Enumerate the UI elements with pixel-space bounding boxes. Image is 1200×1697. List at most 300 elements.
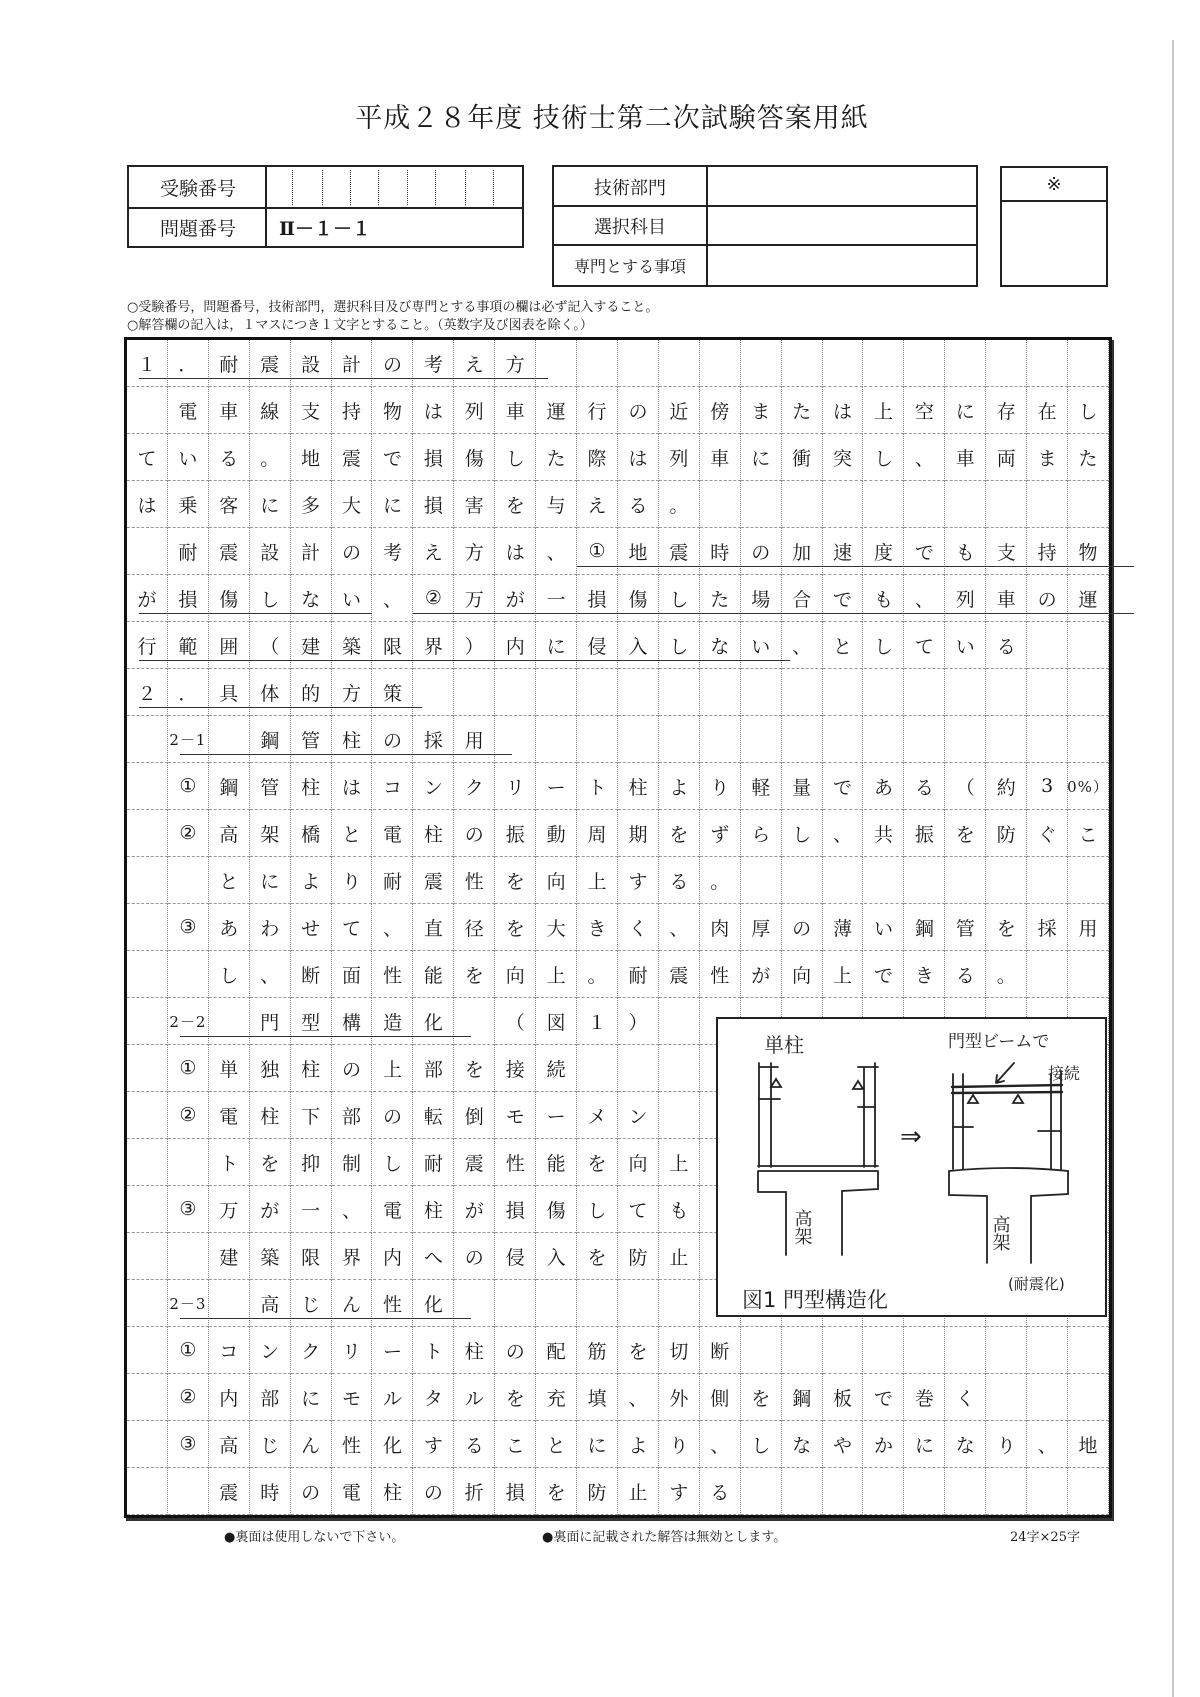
grid-cell[interactable]: 限 [291,1233,332,1280]
grid-cell[interactable]: 上 [536,951,577,998]
grid-cell[interactable]: ク [291,1327,332,1374]
grid-cell[interactable] [1068,1374,1109,1421]
grid-cell[interactable] [127,1280,168,1327]
grid-cell[interactable]: 両 [986,434,1027,481]
grid-cell[interactable] [741,669,782,716]
grid-cell[interactable]: 板 [823,1374,864,1421]
grid-cell[interactable]: 部 [413,1045,454,1092]
grid-cell[interactable]: ん [291,1421,332,1468]
grid-cell[interactable]: え [413,528,454,575]
grid-cell[interactable]: ① [168,1045,209,1092]
grid-cell[interactable]: 万 [209,1186,250,1233]
grid-cell[interactable]: 化 [413,1280,454,1327]
grid-cell[interactable]: 採 [413,716,454,763]
grid-cell[interactable]: よ [618,1421,659,1468]
grid-cell[interactable] [659,716,700,763]
grid-cell[interactable]: 動 [536,810,577,857]
grid-cell[interactable]: に [536,622,577,669]
grid-cell[interactable]: 震 [209,1468,250,1515]
grid-cell[interactable]: 2－1 [168,716,209,763]
grid-cell[interactable] [700,669,741,716]
grid-cell[interactable]: ② [413,575,454,622]
grid-cell[interactable]: せ [291,904,332,951]
grid-cell[interactable]: の [495,1327,536,1374]
grid-cell[interactable]: が [454,1186,495,1233]
grid-cell[interactable]: 入 [618,622,659,669]
grid-cell[interactable] [945,481,986,528]
grid-cell[interactable]: を [250,1139,291,1186]
grid-cell[interactable]: 的 [291,669,332,716]
grid-cell[interactable]: し [495,434,536,481]
grid-cell[interactable]: 震 [659,951,700,998]
grid-cell[interactable]: 振 [904,810,945,857]
grid-cell[interactable]: ぐ [1027,810,1068,857]
grid-cell[interactable] [659,1092,700,1139]
grid-cell[interactable] [1068,669,1109,716]
grid-cell[interactable] [864,1468,905,1515]
grid-cell[interactable]: 向 [782,951,823,998]
grid-cell[interactable] [618,340,659,387]
grid-cell[interactable]: え [577,481,618,528]
grid-cell[interactable]: 時 [700,528,741,575]
grid-cell[interactable]: 3 [1027,763,1068,810]
grid-cell[interactable]: 性 [454,857,495,904]
grid-cell[interactable] [127,528,168,575]
grid-cell[interactable]: え [454,340,495,387]
grid-cell[interactable]: 薄 [823,904,864,951]
grid-cell[interactable]: 車 [209,387,250,434]
grid-cell[interactable]: 側 [700,1374,741,1421]
grid-cell[interactable]: ２ [127,669,168,716]
grid-cell[interactable]: 切 [659,1327,700,1374]
grid-cell[interactable]: 填 [577,1374,618,1421]
grid-cell[interactable]: る [986,622,1027,669]
grid-cell[interactable]: で [823,763,864,810]
grid-cell[interactable]: 客 [209,481,250,528]
grid-cell[interactable]: ル [373,1374,414,1421]
grid-cell[interactable]: な [700,622,741,669]
grid-cell[interactable]: た [782,387,823,434]
grid-cell[interactable]: を [577,1139,618,1186]
grid-cell[interactable]: １ [577,998,618,1045]
grid-cell[interactable]: よ [291,857,332,904]
grid-cell[interactable]: 。 [659,481,700,528]
grid-cell[interactable]: 図 [536,998,577,1045]
grid-cell[interactable]: 。 [700,857,741,904]
grid-cell[interactable]: 柱 [413,810,454,857]
grid-cell[interactable]: 共 [864,810,905,857]
grid-cell[interactable]: ー [536,763,577,810]
grid-cell[interactable]: 性 [373,951,414,998]
grid-cell[interactable]: し [1068,387,1109,434]
grid-cell[interactable]: に [741,434,782,481]
grid-cell[interactable] [1068,481,1109,528]
grid-cell[interactable]: 運 [536,387,577,434]
grid-cell[interactable]: 在 [1027,387,1068,434]
grid-cell[interactable]: 、 [373,904,414,951]
grid-cell[interactable] [864,340,905,387]
grid-cell[interactable]: 電 [168,387,209,434]
grid-cell[interactable]: し [864,622,905,669]
grid-cell[interactable]: 、 [373,575,414,622]
grid-cell[interactable] [127,1374,168,1421]
grid-cell[interactable] [536,669,577,716]
grid-cell[interactable]: 柱 [618,763,659,810]
grid-cell[interactable]: に [250,481,291,528]
grid-cell[interactable] [904,1468,945,1515]
grid-cell[interactable]: 、 [618,1374,659,1421]
grid-cell[interactable] [168,1139,209,1186]
grid-cell[interactable]: 防 [986,810,1027,857]
grid-cell[interactable]: 、 [700,1421,741,1468]
grid-cell[interactable] [700,716,741,763]
grid-cell[interactable]: 採 [1027,904,1068,951]
grid-cell[interactable] [945,669,986,716]
grid-cell[interactable]: 周 [577,810,618,857]
grid-cell[interactable]: と [209,857,250,904]
grid-cell[interactable] [618,669,659,716]
grid-cell[interactable] [823,1468,864,1515]
grid-cell[interactable]: へ [413,1233,454,1280]
grid-cell[interactable]: 外 [659,1374,700,1421]
grid-cell[interactable] [823,340,864,387]
grid-cell[interactable]: を [577,1233,618,1280]
grid-cell[interactable]: 一 [291,1186,332,1233]
grid-cell[interactable]: 性 [332,1421,373,1468]
grid-cell[interactable]: 震 [659,528,700,575]
grid-cell[interactable]: 範 [168,622,209,669]
grid-cell[interactable]: 囲 [209,622,250,669]
grid-cell[interactable]: な [782,1421,823,1468]
grid-cell[interactable]: の [291,1468,332,1515]
grid-cell[interactable]: 内 [373,1233,414,1280]
grid-cell[interactable] [454,1280,495,1327]
grid-cell[interactable] [986,340,1027,387]
grid-cell[interactable]: を [495,857,536,904]
grid-cell[interactable]: 電 [332,1468,373,1515]
grid-cell[interactable]: に [291,1374,332,1421]
grid-cell[interactable]: 性 [700,951,741,998]
grid-cell[interactable]: の [454,810,495,857]
grid-cell[interactable]: ず [700,810,741,857]
grid-cell[interactable]: わ [250,904,291,951]
grid-cell[interactable] [127,1421,168,1468]
grid-cell[interactable]: や [823,1421,864,1468]
grid-cell[interactable] [127,1139,168,1186]
grid-cell[interactable]: 倒 [454,1092,495,1139]
grid-cell[interactable]: 向 [495,951,536,998]
grid-cell[interactable]: 列 [945,575,986,622]
grid-cell[interactable]: 制 [332,1139,373,1186]
grid-cell[interactable]: い [864,904,905,951]
grid-cell[interactable]: ③ [168,904,209,951]
grid-cell[interactable] [823,716,864,763]
grid-cell[interactable]: と [536,1421,577,1468]
grid-cell[interactable]: モ [495,1092,536,1139]
grid-cell[interactable] [454,998,495,1045]
grid-cell[interactable]: ま [1027,434,1068,481]
grid-cell[interactable]: 管 [291,716,332,763]
grid-cell[interactable]: 柱 [291,763,332,810]
grid-cell[interactable]: た [1068,434,1109,481]
grid-cell[interactable]: に [577,1421,618,1468]
grid-cell[interactable]: 耐 [373,857,414,904]
grid-cell[interactable]: が [741,951,782,998]
grid-cell[interactable]: を [659,810,700,857]
grid-cell[interactable]: し [250,575,291,622]
grid-cell[interactable]: 部 [250,1374,291,1421]
grid-cell[interactable]: い [168,434,209,481]
grid-cell[interactable]: 損 [168,575,209,622]
grid-cell[interactable] [945,857,986,904]
grid-cell[interactable]: 門 [250,998,291,1045]
grid-cell[interactable]: 防 [618,1233,659,1280]
grid-cell[interactable]: ト [209,1139,250,1186]
grid-cell[interactable] [168,951,209,998]
grid-cell[interactable]: ら [741,810,782,857]
grid-cell[interactable]: 持 [1027,528,1068,575]
grid-cell[interactable]: 内 [209,1374,250,1421]
grid-cell[interactable]: 巻 [904,1374,945,1421]
grid-cell[interactable]: を [945,810,986,857]
grid-cell[interactable] [1027,1327,1068,1374]
grid-cell[interactable]: 車 [945,434,986,481]
grid-cell[interactable]: し [209,951,250,998]
grid-cell[interactable] [454,669,495,716]
grid-cell[interactable]: 建 [291,622,332,669]
grid-cell[interactable]: り [700,763,741,810]
grid-cell[interactable]: 空 [904,387,945,434]
grid-cell[interactable] [741,716,782,763]
grid-cell[interactable]: 物 [1068,528,1109,575]
grid-cell[interactable] [577,716,618,763]
grid-cell[interactable]: 径 [454,904,495,951]
grid-cell[interactable]: 地 [618,528,659,575]
grid-cell[interactable]: 上 [823,951,864,998]
grid-cell[interactable]: 万 [454,575,495,622]
grid-cell[interactable]: 方 [454,528,495,575]
grid-cell[interactable] [986,481,1027,528]
grid-cell[interactable]: ま [741,387,782,434]
grid-cell[interactable] [904,340,945,387]
grid-cell[interactable] [577,669,618,716]
grid-cell[interactable]: じ [250,1421,291,1468]
grid-cell[interactable] [904,857,945,904]
grid-cell[interactable] [782,1468,823,1515]
grid-cell[interactable]: 肉 [700,904,741,951]
grid-cell[interactable] [413,669,454,716]
grid-cell[interactable]: る [700,1468,741,1515]
grid-cell[interactable] [659,669,700,716]
grid-cell[interactable]: 型 [291,998,332,1045]
grid-cell[interactable]: に [250,857,291,904]
grid-cell[interactable] [1068,951,1109,998]
grid-cell[interactable]: 大 [332,481,373,528]
grid-cell[interactable]: は [127,481,168,528]
grid-cell[interactable]: て [618,1186,659,1233]
specialty-field[interactable] [710,246,976,285]
grid-cell[interactable]: を [986,904,1027,951]
grid-cell[interactable] [945,1327,986,1374]
grid-cell[interactable]: 入 [536,1233,577,1280]
grid-cell[interactable]: コ [209,1327,250,1374]
grid-cell[interactable] [945,1468,986,1515]
grid-cell[interactable]: ） [618,998,659,1045]
grid-cell[interactable]: は [332,763,373,810]
grid-cell[interactable]: 。 [577,951,618,998]
grid-cell[interactable] [495,1280,536,1327]
grid-cell[interactable]: 部 [332,1092,373,1139]
question-number-field[interactable]: Ⅱ－１－１ [279,218,372,240]
grid-cell[interactable] [700,481,741,528]
grid-cell[interactable] [782,716,823,763]
grid-cell[interactable]: も [945,528,986,575]
grid-cell[interactable]: 時 [250,1468,291,1515]
grid-cell[interactable]: に [373,481,414,528]
grid-cell[interactable] [127,857,168,904]
grid-cell[interactable]: く [618,904,659,951]
grid-cell[interactable]: ー [373,1327,414,1374]
grid-cell[interactable]: す [618,857,659,904]
grid-cell[interactable]: 上 [864,387,905,434]
grid-cell[interactable] [1027,340,1068,387]
grid-cell[interactable]: 抑 [291,1139,332,1186]
grid-cell[interactable]: 柱 [332,716,373,763]
grid-cell[interactable]: ． [168,669,209,716]
grid-cell[interactable] [904,716,945,763]
grid-cell[interactable] [659,340,700,387]
grid-cell[interactable]: に [904,1421,945,1468]
grid-cell[interactable]: 、 [823,810,864,857]
grid-cell[interactable] [127,716,168,763]
grid-cell[interactable]: 耐 [209,340,250,387]
grid-cell[interactable]: 具 [209,669,250,716]
grid-cell[interactable]: す [659,1468,700,1515]
grid-cell[interactable]: 能 [413,951,454,998]
grid-cell[interactable] [1027,951,1068,998]
grid-cell[interactable]: い [945,622,986,669]
grid-cell[interactable] [577,1280,618,1327]
grid-cell[interactable]: り [332,857,373,904]
grid-cell[interactable]: 性 [373,1280,414,1327]
grid-cell[interactable] [1027,669,1068,716]
grid-cell[interactable]: 列 [454,387,495,434]
department-field[interactable] [710,167,976,206]
grid-cell[interactable] [127,1045,168,1092]
grid-cell[interactable]: 用 [454,716,495,763]
grid-cell[interactable] [127,951,168,998]
grid-cell[interactable]: て [127,434,168,481]
grid-cell[interactable]: の [618,387,659,434]
grid-cell[interactable] [127,904,168,951]
grid-cell[interactable]: 接 [495,1045,536,1092]
grid-cell[interactable]: 方 [332,669,373,716]
grid-cell[interactable]: き [904,951,945,998]
grid-cell[interactable]: を [454,951,495,998]
grid-cell[interactable]: し [741,1421,782,1468]
grid-cell[interactable]: 上 [659,1139,700,1186]
grid-cell[interactable]: 速 [823,528,864,575]
grid-cell[interactable] [986,1374,1027,1421]
grid-cell[interactable] [127,1186,168,1233]
grid-cell[interactable] [904,669,945,716]
grid-cell[interactable]: 物 [373,387,414,434]
grid-cell[interactable] [700,340,741,387]
grid-cell[interactable]: 能 [536,1139,577,1186]
grid-cell[interactable] [536,1280,577,1327]
grid-cell[interactable]: 損 [495,1468,536,1515]
grid-cell[interactable]: で [904,528,945,575]
grid-cell[interactable]: で [373,434,414,481]
grid-cell[interactable]: 界 [332,1233,373,1280]
grid-cell[interactable]: 耐 [618,951,659,998]
grid-cell[interactable]: い [332,575,373,622]
grid-cell[interactable]: 構 [332,998,373,1045]
grid-cell[interactable]: を [495,1374,536,1421]
grid-cell[interactable]: 上 [373,1045,414,1092]
grid-cell[interactable]: 衝 [782,434,823,481]
grid-cell[interactable] [209,716,250,763]
grid-cell[interactable]: 持 [332,387,373,434]
grid-cell[interactable]: の [332,528,373,575]
grid-cell[interactable]: 震 [250,340,291,387]
grid-cell[interactable]: 震 [332,434,373,481]
grid-cell[interactable]: 鋼 [250,716,291,763]
grid-cell[interactable]: 耐 [168,528,209,575]
grid-cell[interactable]: 防 [577,1468,618,1515]
grid-cell[interactable]: 造 [373,998,414,1045]
grid-cell[interactable]: 管 [945,904,986,951]
grid-cell[interactable]: 損 [495,1186,536,1233]
grid-cell[interactable] [1068,716,1109,763]
grid-cell[interactable]: 。 [986,951,1027,998]
grid-cell[interactable] [127,998,168,1045]
grid-cell[interactable]: 行 [577,387,618,434]
grid-cell[interactable]: る [904,763,945,810]
grid-cell[interactable]: 傷 [209,575,250,622]
grid-cell[interactable]: （ [250,622,291,669]
grid-cell[interactable]: を [618,1327,659,1374]
grid-cell[interactable] [577,340,618,387]
grid-cell[interactable]: し [659,622,700,669]
grid-cell[interactable]: 化 [413,998,454,1045]
grid-cell[interactable]: 振 [495,810,536,857]
grid-cell[interactable]: 加 [782,528,823,575]
grid-cell[interactable]: 高 [209,1421,250,1468]
grid-cell[interactable]: 傍 [700,387,741,434]
grid-cell[interactable] [741,340,782,387]
grid-cell[interactable] [823,1327,864,1374]
grid-cell[interactable] [168,857,209,904]
grid-cell[interactable]: た [536,434,577,481]
grid-cell[interactable]: 建 [209,1233,250,1280]
grid-cell[interactable]: も [659,1186,700,1233]
grid-cell[interactable]: り [986,1421,1027,1468]
grid-cell[interactable]: 用 [1068,904,1109,951]
grid-cell[interactable] [1027,857,1068,904]
grid-cell[interactable]: ー [536,1092,577,1139]
grid-cell[interactable] [1027,716,1068,763]
grid-cell[interactable]: ① [168,1327,209,1374]
grid-cell[interactable]: 策 [373,669,414,716]
grid-cell[interactable]: 界 [413,622,454,669]
answer-grid[interactable] [124,337,1112,1518]
grid-cell[interactable]: 近 [659,387,700,434]
grid-cell[interactable] [1027,1374,1068,1421]
grid-cell[interactable]: 2－3 [168,1280,209,1327]
grid-cell[interactable]: 考 [373,528,414,575]
grid-cell[interactable]: し [864,434,905,481]
